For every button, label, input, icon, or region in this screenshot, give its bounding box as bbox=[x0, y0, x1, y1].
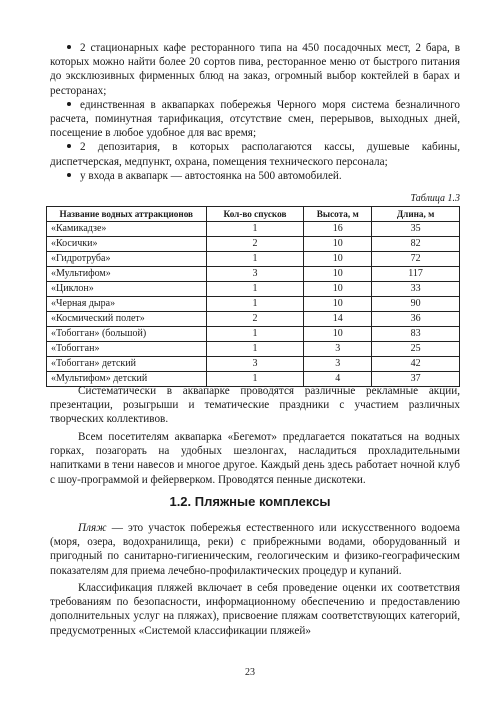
column-header-height: Высота, м bbox=[304, 207, 372, 222]
table-row bbox=[47, 237, 460, 252]
table-row bbox=[47, 252, 460, 267]
cell-length: 90 bbox=[372, 297, 460, 312]
cell-name: «Тобогган» детский bbox=[47, 357, 207, 372]
term-beach: Пляж bbox=[78, 522, 107, 534]
cell-height: 10 bbox=[304, 327, 372, 342]
cell-name: «Мультифом» bbox=[47, 267, 207, 282]
cell-name: «Косички» bbox=[47, 237, 207, 252]
bullet-icon bbox=[67, 45, 71, 49]
cell-slides: 2 bbox=[206, 237, 304, 252]
table-row bbox=[47, 282, 460, 297]
paragraph-promotions: Систематически в аквапарке проводятся различные рекламные акции, презентации, розыгрыши и тематические праздники с участием различных творческих коллективов. bbox=[50, 385, 460, 426]
bullet-item: 2 депозитария, в которых располагаются кассы, душевые кабины, диспетчерская, медпункт, охрана, помещения технического персонала; bbox=[50, 141, 460, 168]
cell-slides: 3 bbox=[206, 357, 304, 372]
cell-name: «Черная дыра» bbox=[47, 297, 207, 312]
table-row bbox=[47, 327, 460, 342]
bullet-item: единственная в аквапарках побережья Черного моря система безналичного расчета, поминутная тарификация, отсутствие смен, перерывов, выходных дней, посещение в любое удобное для вас время; bbox=[50, 98, 460, 140]
cell-name: «Тобогган» bbox=[47, 342, 207, 357]
cell-slides: 3 bbox=[206, 267, 304, 282]
paragraph-beach-definition bbox=[50, 521, 460, 578]
table-caption: Таблица 1.3 bbox=[410, 193, 460, 204]
cell-height: 10 bbox=[304, 297, 372, 312]
paragraph-classification: Классификация пляжей включает в себя проведение оценки их соответствия требованиям по безопасности, информационному обеспечению и предоставлению дополнительных услуг на пляжах), присвоение пляжам соответствующих категорий, предусмотренных «Системой классификации пляжей» bbox=[50, 582, 460, 637]
cell-height: 4 bbox=[304, 372, 372, 387]
bullet-item: 2 стационарных кафе ресторанного типа на 450 посадочных мест, 2 бара, в которых можно найти более 20 сортов пива, ресторанное меню от быстрого питания до эксклюзивных фирменных блюд на заказ, огромный выбор коктейлей в барах и ресторанах; bbox=[50, 42, 460, 97]
bullet-item: у входа в аквапарк — автостоянка на 500 автомобилей. bbox=[50, 169, 460, 183]
bullet-icon bbox=[67, 144, 71, 148]
column-header-name: Название водных аттракционов bbox=[47, 207, 207, 222]
cell-slides: 1 bbox=[206, 252, 304, 267]
cell-height: 14 bbox=[304, 312, 372, 327]
paragraph-visitors: Всем посетителям аквапарка «Бегемот» предлагается покататься на водных горках, позагорать на удобных шезлонгах, насладиться прохладительными напитками в тени навесов и многое другое. Каждый день здесь работает ночной клуб с шоу-программой и фейерверком. Проводятся пенные дискотеки. bbox=[50, 431, 460, 486]
cell-slides: 2 bbox=[206, 312, 304, 327]
cell-height: 10 bbox=[304, 267, 372, 282]
cell-slides: 1 bbox=[206, 222, 304, 237]
cell-name: «Тобогган» (большой) bbox=[47, 327, 207, 342]
cell-length: 36 bbox=[372, 312, 460, 327]
cell-height: 3 bbox=[304, 357, 372, 372]
cell-slides: 1 bbox=[206, 327, 304, 342]
table-row bbox=[47, 312, 460, 327]
cell-height: 10 bbox=[304, 282, 372, 297]
cell-height: 10 bbox=[304, 237, 372, 252]
column-header-slides: Кол-во спусков bbox=[206, 207, 304, 222]
cell-name: «Гидротруба» bbox=[47, 252, 207, 267]
cell-height: 3 bbox=[304, 342, 372, 357]
table-row bbox=[47, 342, 460, 357]
cell-name: «Камикадзе» bbox=[47, 222, 207, 237]
cell-slides: 1 bbox=[206, 372, 304, 387]
page-number: 23 bbox=[245, 667, 255, 678]
table-row bbox=[47, 267, 460, 282]
bullet-icon bbox=[67, 102, 71, 106]
cell-slides: 1 bbox=[206, 342, 304, 357]
bullet-icon bbox=[67, 173, 71, 177]
cell-length: 82 bbox=[372, 237, 460, 252]
cell-length: 25 bbox=[372, 342, 460, 357]
cell-length: 83 bbox=[372, 327, 460, 342]
cell-length: 35 bbox=[372, 222, 460, 237]
cell-name: «Циклон» bbox=[47, 282, 207, 297]
attractions-table bbox=[46, 206, 460, 387]
cell-slides: 1 bbox=[206, 297, 304, 312]
section-heading: 1.2. Пляжные комплексы bbox=[169, 494, 331, 509]
table-header-row bbox=[47, 207, 460, 222]
table-row bbox=[47, 297, 460, 312]
definition-text: — это участок побережья естественного или искусственного водоема (моря, озера, водохранилища, реки) с прибрежными водами, оборудованный и пригодный по санитарно-гигиеническим, геологическим и физико-географическим показателям для приема лечебно-профилактических процедур и купаний. bbox=[50, 522, 460, 577]
cell-height: 16 bbox=[304, 222, 372, 237]
cell-length: 42 bbox=[372, 357, 460, 372]
cell-length: 37 bbox=[372, 372, 460, 387]
table-row bbox=[47, 222, 460, 237]
cell-height: 10 bbox=[304, 252, 372, 267]
table-row bbox=[47, 357, 460, 372]
cell-length: 33 bbox=[372, 282, 460, 297]
cell-slides: 1 bbox=[206, 282, 304, 297]
cell-name: «Космический полет» bbox=[47, 312, 207, 327]
cell-name: «Мультифом» детский bbox=[47, 372, 207, 387]
cell-length: 72 bbox=[372, 252, 460, 267]
bullet-list bbox=[50, 41, 460, 183]
column-header-length: Длина, м bbox=[372, 207, 460, 222]
cell-length: 117 bbox=[372, 267, 460, 282]
